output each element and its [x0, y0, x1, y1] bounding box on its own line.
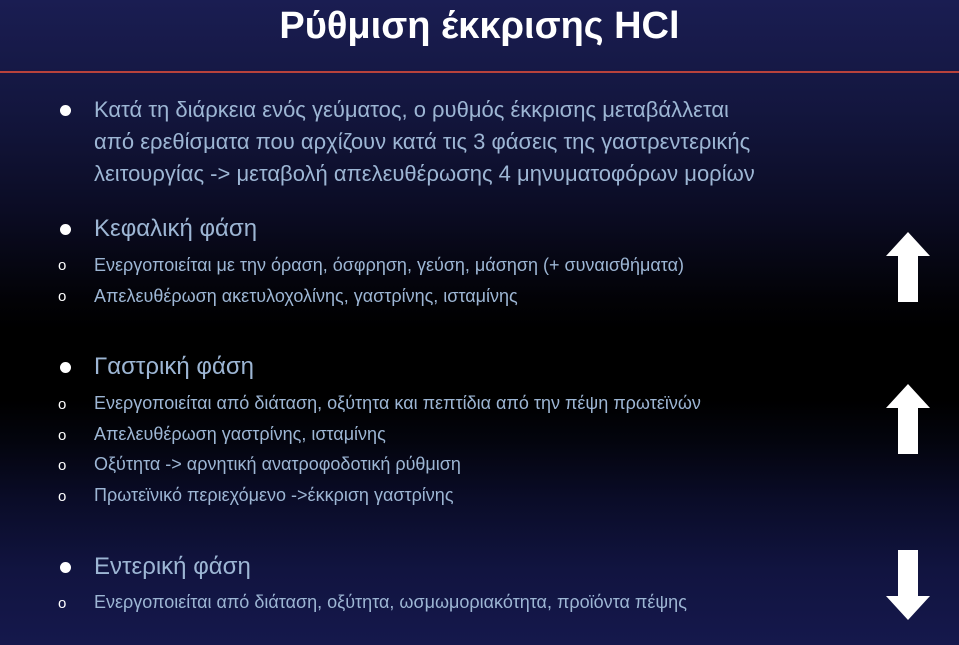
- gastric-item-3: Οξύτητα -> αρνητική ανατροφοδοτική ρύθμιση: [94, 454, 461, 474]
- intestinal-item-1: Ενεργοποιείται από διάταση, οξύτητα, ωσμωμοριακότητα, προϊόντα πέψης: [94, 592, 687, 612]
- gastric-item-2: Απελευθέρωση γαστρίνης, ισταμίνης: [94, 424, 386, 444]
- section-heading-intestinal: Εντερική φάση: [94, 553, 251, 580]
- intro-line-2: από ερεθίσματα που αρχίζουν κατά τις 3 φάσεις της γαστρεντερικής: [94, 129, 751, 154]
- sub-bullet-icon: o: [58, 288, 67, 305]
- slide-title: Ρύθμιση έκκρισης HCl: [279, 5, 680, 47]
- bullet-dot-icon: [60, 562, 71, 573]
- down-arrow-icon: [886, 550, 930, 620]
- title-divider: [0, 71, 959, 73]
- cephalic-item-1: Ενεργοποιείται με την όραση, όσφρηση, γεύση, μάσηση (+ συναισθήματα): [94, 255, 684, 275]
- cephalic-item-2: Απελευθέρωση ακετυλοχολίνης, γαστρίνης, ισταμίνης: [94, 286, 518, 306]
- gastric-item-1: Ενεργοποιείται από διάταση, οξύτητα και πεπτίδια από την πέψη πρωτεϊνών: [94, 393, 701, 413]
- intro-line-1: Κατά τη διάρκεια ενός γεύματος, ο ρυθμός έκκρισης μεταβάλλεται: [94, 97, 729, 122]
- bullet-dot-icon: [60, 105, 71, 116]
- section-heading-gastric: Γαστρική φάση: [94, 353, 254, 380]
- sub-bullet-icon: o: [58, 595, 67, 612]
- sub-bullet-icon: o: [58, 427, 67, 444]
- sub-bullet-icon: o: [58, 396, 67, 413]
- section-heading-cephalic: Κεφαλική φάση: [94, 215, 258, 242]
- intro-line-3: λειτουργίας -> μεταβολή απελευθέρωσης 4 μηνυματοφόρων μορίων: [94, 161, 755, 186]
- bullet-dot-icon: [60, 362, 71, 373]
- gastric-item-4: Πρωτεϊνικό περιεχόμενο ->έκκριση γαστρίνης: [94, 485, 454, 505]
- sub-bullet-icon: o: [58, 257, 67, 274]
- sub-bullet-icon: o: [58, 488, 67, 505]
- up-arrow-icon: [886, 232, 930, 302]
- sub-bullet-icon: o: [58, 457, 67, 474]
- up-arrow-icon: [886, 384, 930, 454]
- bullet-dot-icon: [60, 224, 71, 235]
